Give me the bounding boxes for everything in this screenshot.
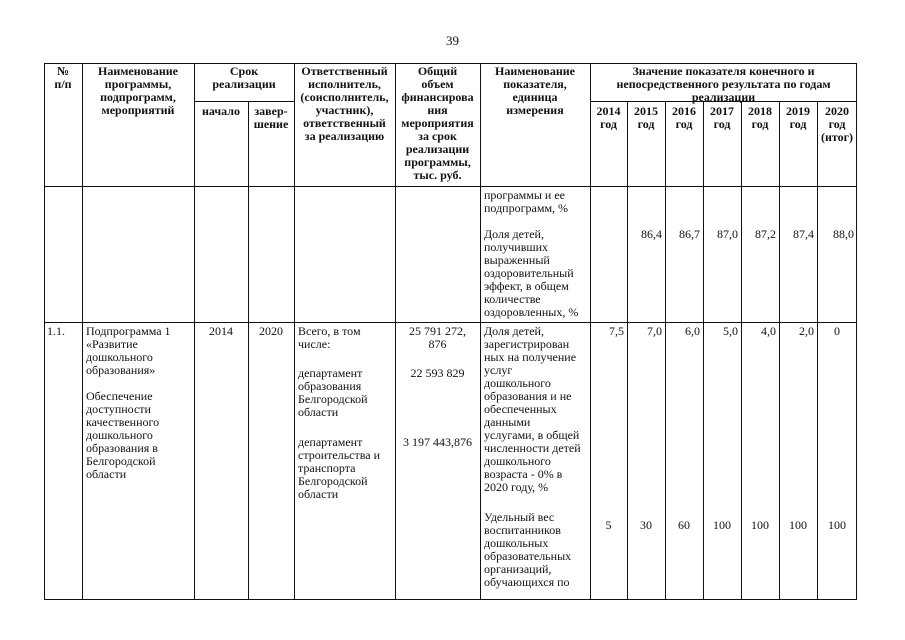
term-subheader-line: [194, 101, 294, 102]
row2-value2-2015: 30: [640, 518, 652, 532]
row2-value2-2018: 100: [751, 518, 769, 532]
row2-value1-2015: 7,0: [647, 324, 662, 338]
header-year-2015: 2015 год: [634, 104, 658, 131]
header-year-2016: 2016 год: [672, 104, 696, 131]
col-line-4: [294, 63, 295, 600]
row2-indicator-2: Удельный вес воспитанников дошкольных образовательных организаций, обучающихся по: [484, 510, 572, 589]
header-bottom-line: [44, 186, 857, 187]
row2-indicator-1: Доля детей, зарегистрирован ных на получение услуг дошкольного образования и не обеспеченных данными услугами, в общей численности детей дошкольного возраста - 0% в 2020 году, %: [484, 324, 581, 494]
row1-value-2015: 86,4: [641, 227, 662, 241]
row1-value-2019: 87,4: [793, 227, 814, 241]
header-indicator: Наименование показателя, единица измерения: [495, 64, 575, 117]
header-year-2019: 2019 год: [786, 104, 810, 131]
row2-financing-total: 25 791 272, 876: [409, 324, 466, 351]
header-year-2020: 2020 год (итог): [820, 104, 854, 144]
row2-financing-dept2: 3 197 443,876: [403, 435, 472, 449]
row2-value2-2016: 60: [678, 518, 690, 532]
header-term-end: завер- шение: [253, 104, 289, 131]
header-name: Наименование программы, подпрограмм, мероприятий: [98, 64, 178, 117]
col-line-3: [248, 101, 249, 600]
row1-indicator-continuation: программы и ее подпрограмм, %: [484, 188, 569, 215]
header-num: № п/п: [54, 64, 72, 91]
row2-value1-2020: 0: [834, 324, 840, 338]
table-border-bottom: [44, 599, 857, 600]
header-year-2014: 2014 год: [596, 104, 621, 131]
row1-value-2018: 87,2: [755, 227, 776, 241]
row2-value1-2017: 5,0: [723, 324, 738, 338]
row2-num: 1.1.: [47, 324, 65, 338]
row2-name: Подпрограмма 1 «Развитие дошкольного образования» Обеспечение доступности качественного дошкольного образования в Белгородской области: [86, 324, 171, 481]
col-line-6: [480, 63, 481, 600]
header-responsible: Ответственный исполнитель, (соисполнитель, участник), ответственный за реализацию: [300, 64, 389, 143]
row2-responsible-dept1: департамент образования Белгородской области: [298, 366, 368, 419]
row2-financing-dept1: 22 593 829: [410, 366, 465, 380]
row2-value2-2020: 100: [828, 518, 846, 532]
row2-value1-2019: 2,0: [799, 324, 814, 338]
header-term: Срок реализации: [212, 64, 276, 91]
row-separator: [44, 322, 857, 323]
row2-value2-2014: 5: [605, 518, 612, 532]
row2-value1-2016: 6,0: [685, 324, 700, 338]
header-year-2018: 2018 год: [748, 104, 772, 131]
row2-value2-2017: 100: [713, 518, 731, 532]
row2-value2-2019: 100: [789, 518, 807, 532]
header-financing: Общий объем финансирова ния мероприятия за срок реализации программы, тыс. руб.: [401, 64, 474, 182]
col-line-1: [82, 63, 83, 600]
row2-end-year: 2020: [259, 324, 283, 338]
row1-value-2016: 86,7: [679, 227, 700, 241]
program-table: [44, 63, 857, 600]
row1-indicator-2: Доля детей, получивших выраженный оздоровительный эффект, в общем количестве оздоровленных, %: [484, 227, 579, 319]
row1-value-2017: 87,0: [717, 227, 738, 241]
row2-value1-2018: 4,0: [761, 324, 776, 338]
row2-start-year: 2014: [209, 324, 233, 338]
col-line-0: [44, 63, 45, 600]
row2-value1-2014: 7,5: [609, 324, 624, 338]
header-values-title: Значение показателя конечного и непосредственного результата по годам реализации: [616, 64, 831, 104]
header-term-start: начало: [201, 104, 241, 118]
page-number: 39: [446, 33, 459, 48]
row2-responsible-total: Всего, в том числе:: [298, 324, 361, 351]
row1-value-2020: 88,0: [833, 227, 854, 241]
row2-responsible-dept2: департамент строительства и транспорта Белгородской области: [298, 435, 380, 501]
header-year-2017: 2017 год: [710, 104, 734, 131]
